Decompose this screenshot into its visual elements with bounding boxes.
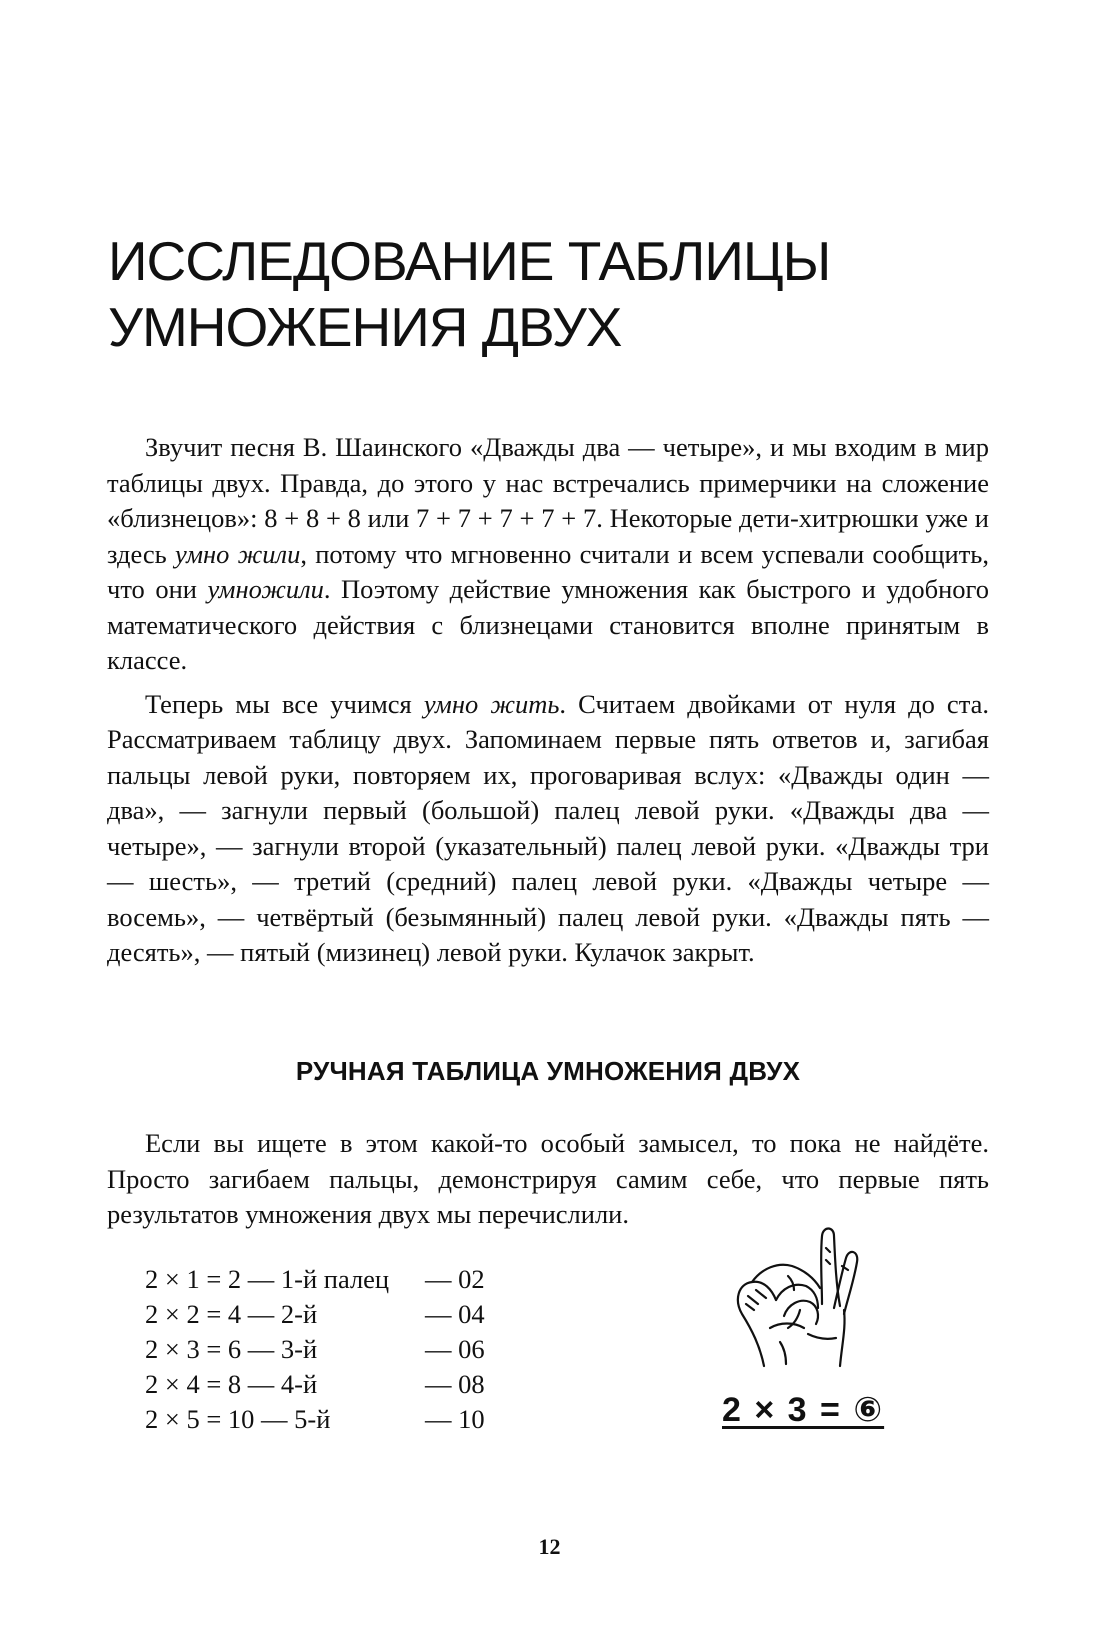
- table-expression: 2 × 5 = 10 — 5-й: [145, 1404, 331, 1434]
- table-result: — 06: [425, 1334, 485, 1364]
- table-row: [145, 1367, 545, 1402]
- table-expression: 2 × 1 = 2 — 1-й палец: [145, 1264, 390, 1294]
- intro-p1-text-a: Звучит песня В. Шаинского «Дважды два — четыре», и мы входим в мир таблицы двух. Правда, до этого у нас встречались примерчики на сложение «близнецов»: 8 + 8 + 8 или 7 + 7 + 7 + 7 + 7. Некоторые дети-хитрюшки уже и здесь: [107, 432, 989, 569]
- table-row: [145, 1262, 545, 1297]
- section-text: [107, 1126, 989, 1233]
- multiplication-table: [145, 1262, 545, 1437]
- intro-p2-text-b: . Считаем двойками от нуля до ста. Рассматриваем таблицу двух. Запоминаем первые пять ответов и, загибая пальцы левой руки, повторяем их, проговаривая вслух: «Дважды один — два», — загнули первый (большой) палец левой руки. «Дважды два — четыре», — загнули второй (указательный) палец левой руки. «Дважды три — шесть», — третий (средний) палец левой руки. «Дважды четыре — восемь», — четвёртый (безымянный) палец левой руки. «Дважды пять — десять», — пятый (мизинец) левой руки. Кулачок закрыт.: [107, 688, 989, 967]
- intro-p2-emphasis: умно жить: [423, 688, 560, 719]
- intro-text: [107, 430, 989, 971]
- intro-paragraph-2: [107, 687, 989, 971]
- intro-p1-text-c: . Поэтому действие умножения как быстрого и удобного математического действия с близнецами становится вполне принятым в классе.: [107, 574, 989, 675]
- intro-p1-emphasis-2: умножили: [207, 574, 324, 604]
- table-expression: 2 × 4 = 8 — 4-й: [145, 1369, 318, 1399]
- table-result: — 02: [425, 1264, 485, 1294]
- table-row: [145, 1332, 545, 1367]
- intro-paragraph-1: [107, 430, 989, 679]
- intro-p1-emphasis-1: умно жили: [175, 538, 301, 569]
- table-expression: 2 × 2 = 4 — 2-й: [145, 1299, 318, 1329]
- intro-p1-text-b: , потому что мгновенно считали и всем успевали сообщить, что они: [107, 538, 989, 604]
- intro-p2-text-a: Теперь мы все учимся: [145, 688, 424, 719]
- section-heading: РУЧНАЯ ТАБЛИЦА УМНОЖЕНИЯ ДВУХ: [295, 1056, 801, 1086]
- table-result: — 10: [425, 1404, 485, 1434]
- chapter-title-line-2: УМНОЖЕНИЯ ДВУХ: [108, 296, 622, 358]
- page-number: 12: [538, 1534, 561, 1559]
- chapter-title: [108, 228, 1008, 360]
- hand-three-fingers-bent-icon: [722, 1218, 882, 1368]
- table-result: — 04: [425, 1299, 485, 1329]
- table-row: [145, 1297, 545, 1332]
- table-row: [145, 1402, 545, 1437]
- table-expression: 2 × 3 = 6 — 3-й: [145, 1334, 318, 1364]
- table-result: — 08: [425, 1369, 485, 1399]
- chapter-title-line-1: ИССЛЕДОВАНИЕ ТАБЛИЦЫ: [108, 230, 831, 292]
- hand-equation: 2 × 3 = ⑥: [722, 1391, 885, 1429]
- section-paragraph: Если вы ищете в этом какой-то особый замысел, то пока не найдёте. Просто загибаем пальцы, демонстрируя самим себе, что первые пять результатов умножения двух мы перечислили.: [107, 1128, 989, 1229]
